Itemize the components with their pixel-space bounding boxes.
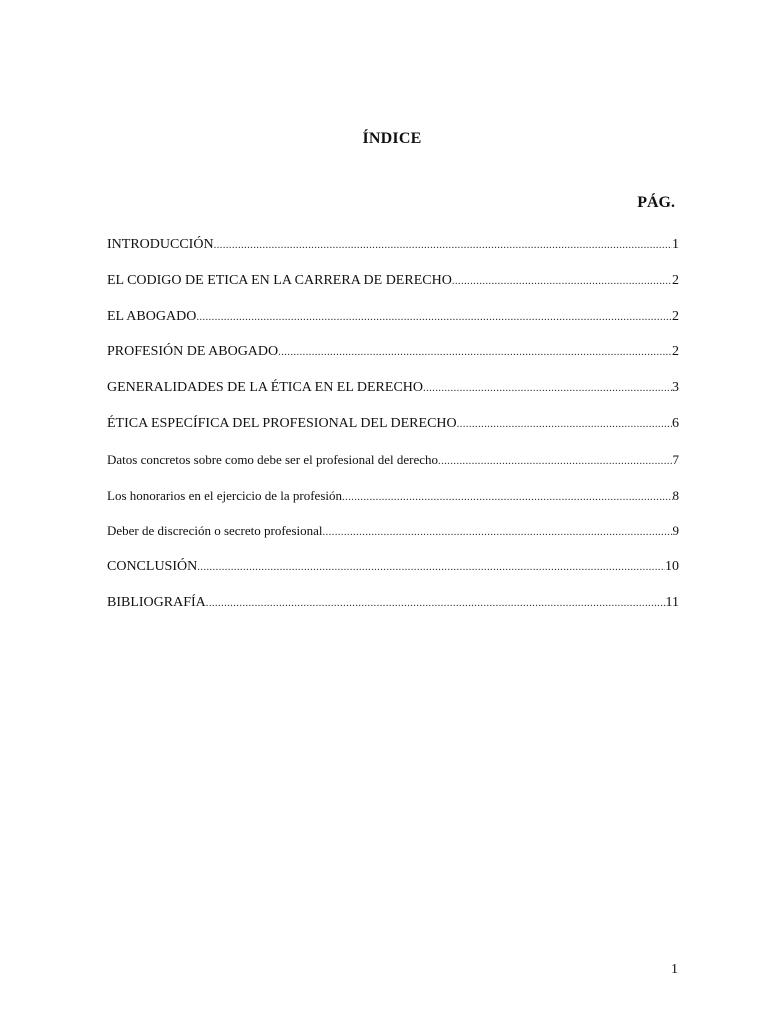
toc-entry-page: 7 xyxy=(672,451,679,467)
dot-leader xyxy=(457,414,672,434)
toc-entry-page: 3 xyxy=(672,380,679,396)
footer-page-number: 1 xyxy=(671,962,678,977)
dot-leader xyxy=(452,271,672,291)
toc-entry-page: 9 xyxy=(672,523,679,539)
dot-leader xyxy=(214,235,672,255)
toc-entry-label: BIBLIOGRAFÍA xyxy=(107,594,206,610)
dot-leader xyxy=(206,593,666,613)
page-column-header: PÁG. xyxy=(637,194,675,211)
table-of-contents xyxy=(107,235,679,629)
toc-entry-page: 11 xyxy=(665,594,679,610)
toc-entry-generalidades xyxy=(107,378,679,398)
dot-leader xyxy=(438,451,672,471)
toc-entry-label: ÉTICA ESPECÍFICA DEL PROFESIONAL DEL DERECHO xyxy=(107,415,457,431)
dot-leader xyxy=(278,342,672,362)
toc-entry-label: PROFESIÓN DE ABOGADO xyxy=(107,344,279,360)
toc-entry-page: 6 xyxy=(672,415,679,431)
dot-leader xyxy=(423,378,672,398)
toc-entry-honorarios xyxy=(107,486,679,506)
dot-leader xyxy=(196,307,672,327)
toc-entry-label: Datos concretos sobre como debe ser el profesional del derecho xyxy=(107,451,439,467)
toc-entry-label: Los honorarios en el ejercicio de la profesión xyxy=(107,487,342,503)
toc-entry-label: GENERALIDADES DE LA ÉTICA EN EL DERECHO xyxy=(107,380,424,396)
toc-entry-conclusion xyxy=(107,557,679,577)
dot-leader xyxy=(197,557,665,577)
toc-entry-datos-concretos xyxy=(107,450,679,470)
toc-entry-page: 2 xyxy=(672,344,679,360)
toc-entry-label: Deber de discreción o secreto profesional xyxy=(107,523,323,539)
toc-entry-page: 2 xyxy=(672,272,679,288)
toc-entry-introduccion xyxy=(107,235,679,255)
toc-entry-page: 10 xyxy=(665,559,679,575)
toc-entry-label: EL ABOGADO xyxy=(107,308,197,324)
toc-entry-page: 8 xyxy=(672,487,679,503)
toc-entry-etica-especifica xyxy=(107,414,679,434)
page-title: ÍNDICE xyxy=(362,130,422,147)
toc-entry-abogado xyxy=(107,307,679,327)
toc-entry-label: EL CODIGO DE ETICA EN LA CARRERA DE DERECHO xyxy=(107,272,452,288)
toc-entry-label: INTRODUCCIÓN xyxy=(107,237,214,252)
dot-leader xyxy=(323,522,673,542)
dot-leader xyxy=(342,487,673,507)
toc-entry-bibliografia xyxy=(107,593,679,613)
toc-entry-secreto-profesional xyxy=(107,521,679,541)
toc-entry-codigo-etica xyxy=(107,271,679,291)
toc-entry-page: 2 xyxy=(672,308,679,324)
toc-entry-label: CONCLUSIÓN xyxy=(107,559,198,575)
toc-entry-page: 1 xyxy=(672,237,679,252)
toc-entry-profesion-abogado xyxy=(107,342,679,362)
